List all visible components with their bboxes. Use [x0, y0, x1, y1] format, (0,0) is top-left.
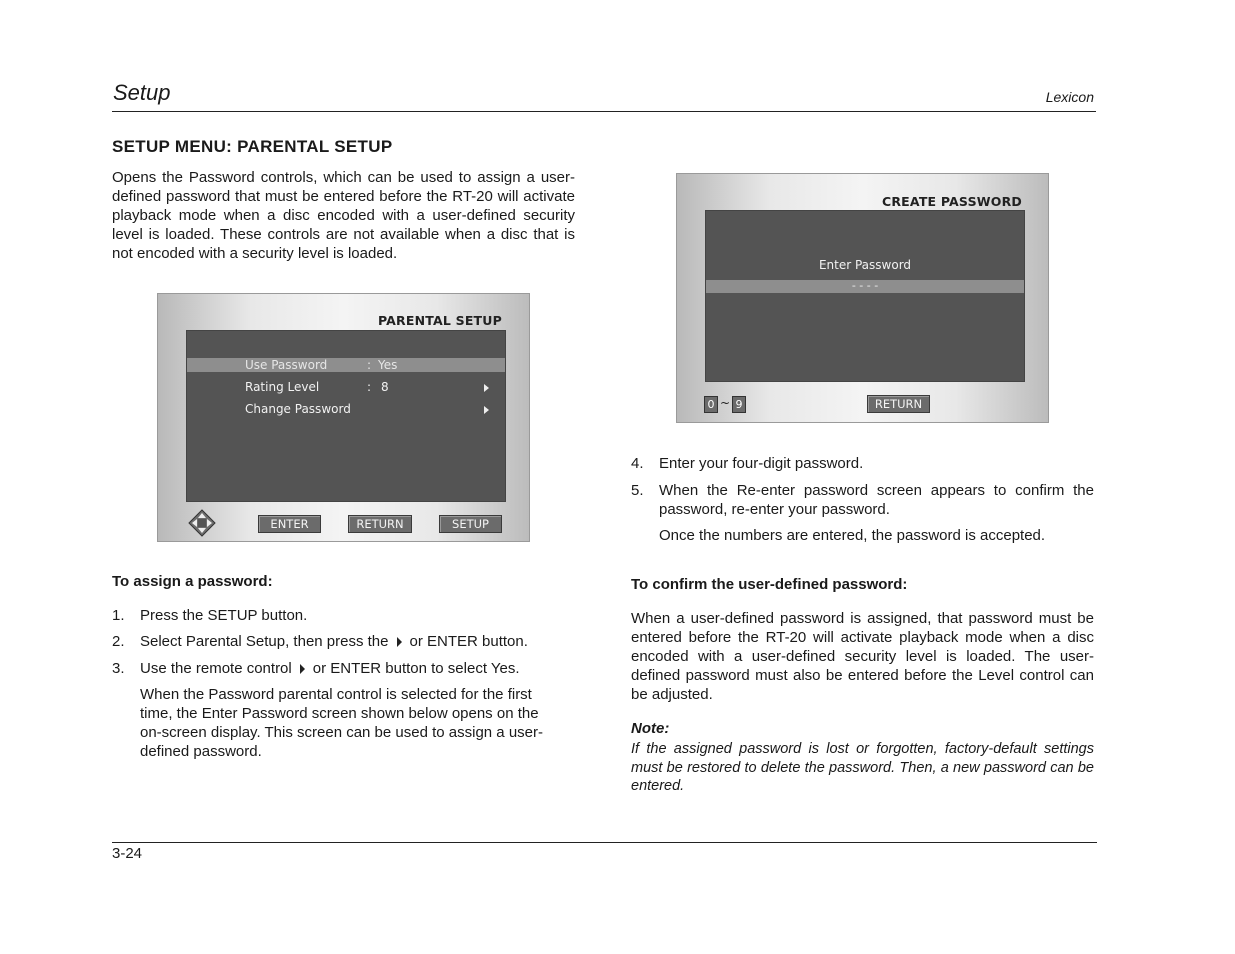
list-item [112, 659, 582, 678]
menu-row-separator: : [367, 380, 372, 394]
menu-panel [186, 330, 506, 502]
menu-row-separator: : [367, 358, 372, 372]
menu-row-value: Yes [378, 358, 398, 372]
page-number: 3-24 [112, 845, 143, 862]
menu-row-label: Change Password [245, 402, 351, 416]
menu-row-use-password [187, 358, 505, 372]
password-panel [705, 210, 1025, 382]
list-item [112, 606, 582, 625]
step-text: Select Parental Setup, then press the [140, 633, 389, 650]
dpad-icon [188, 509, 216, 537]
right-arrow-icon [300, 664, 305, 674]
confirm-paragraph: When a user-defined password is assigned, that password must be entered before the RT-20 will activate playback mode when a disc encoded with a user-defined security level is loaded. The user-defined password must also be entered before the Level control can be adjusted. [631, 610, 1094, 703]
section-heading: SETUP MENU: PARENTAL SETUP [112, 137, 393, 156]
menu-row-label: Use Password [245, 358, 328, 372]
step-number: 3. [112, 660, 125, 677]
menu-row-value: 8 [381, 380, 389, 394]
header-rule [112, 111, 1096, 112]
screen-title: PARENTAL SETUP [377, 313, 502, 328]
menu-row-label: Rating Level [245, 380, 320, 394]
intro-paragraph: Opens the Password controls, which can be used to assign a user-defined password that must be entered before the RT-20 will activate playback mode when a disc encoded with a user-defined security level is loaded. These controls are not available when a disc that is not encoded with a security level is loaded. [112, 169, 575, 262]
step-number: 1. [112, 607, 125, 624]
digit-min-key: 0 [704, 396, 718, 413]
step-text: or ENTER button to select Yes. [312, 660, 520, 677]
screen-title: CREATE PASSWORD [881, 194, 1022, 209]
enter-button[interactable]: ENTER [258, 515, 321, 533]
right-arrow-icon [484, 384, 489, 392]
step-text-wrap [140, 659, 520, 678]
page-section-title: Setup [113, 80, 171, 105]
create-password-screenshot [676, 173, 1049, 423]
digit-max-key: 9 [732, 396, 746, 413]
menu-row-rating-level [187, 380, 505, 394]
assign-password-heading: To assign a password: [112, 573, 273, 590]
right-arrow-icon [397, 637, 402, 647]
step-number: 5. [631, 482, 644, 499]
return-button[interactable]: RETURN [348, 515, 412, 533]
digit-range-tilde: ~ [720, 396, 731, 410]
list-item [631, 481, 1095, 521]
right-arrow-icon [484, 406, 489, 414]
step-number: 2. [112, 633, 125, 650]
step5-detail: Once the numbers are entered, the password is accepted. [659, 527, 1046, 544]
confirm-password-heading: To confirm the user-defined password: [631, 576, 908, 593]
step-text: Use the remote control [140, 660, 292, 677]
brand-name: Lexicon [1045, 89, 1094, 105]
step-text: When the Re-enter password screen appears to confirm the password, re-enter your password. [659, 482, 1094, 518]
step-text-wrap [140, 632, 528, 651]
password-input[interactable]: - - - - [706, 280, 1024, 293]
step-text: Enter your four-digit password. [659, 455, 864, 472]
setup-button[interactable]: SETUP [439, 515, 502, 533]
step-text: or ENTER button. [409, 633, 528, 650]
note-text: If the assigned password is lost or forgotten, factory-default settings must be restored to delete the password. Then, a new password can be entered. [631, 741, 1094, 794]
footer-rule [112, 842, 1097, 843]
list-item [112, 632, 582, 651]
enter-password-prompt: Enter Password [818, 258, 912, 272]
return-button[interactable]: RETURN [867, 395, 930, 413]
list-item [631, 454, 1095, 473]
parental-setup-screenshot [157, 293, 530, 542]
note-label: Note: [631, 720, 670, 737]
menu-row-change-password [187, 402, 505, 416]
step-number: 4. [631, 455, 644, 472]
step-text: Press the SETUP button. [140, 607, 308, 624]
step3-detail: When the Password parental control is selected for the first time, the Enter Password screen shown below opens on the on-screen display. This screen can be used to assign a user-defined password. [140, 686, 543, 760]
